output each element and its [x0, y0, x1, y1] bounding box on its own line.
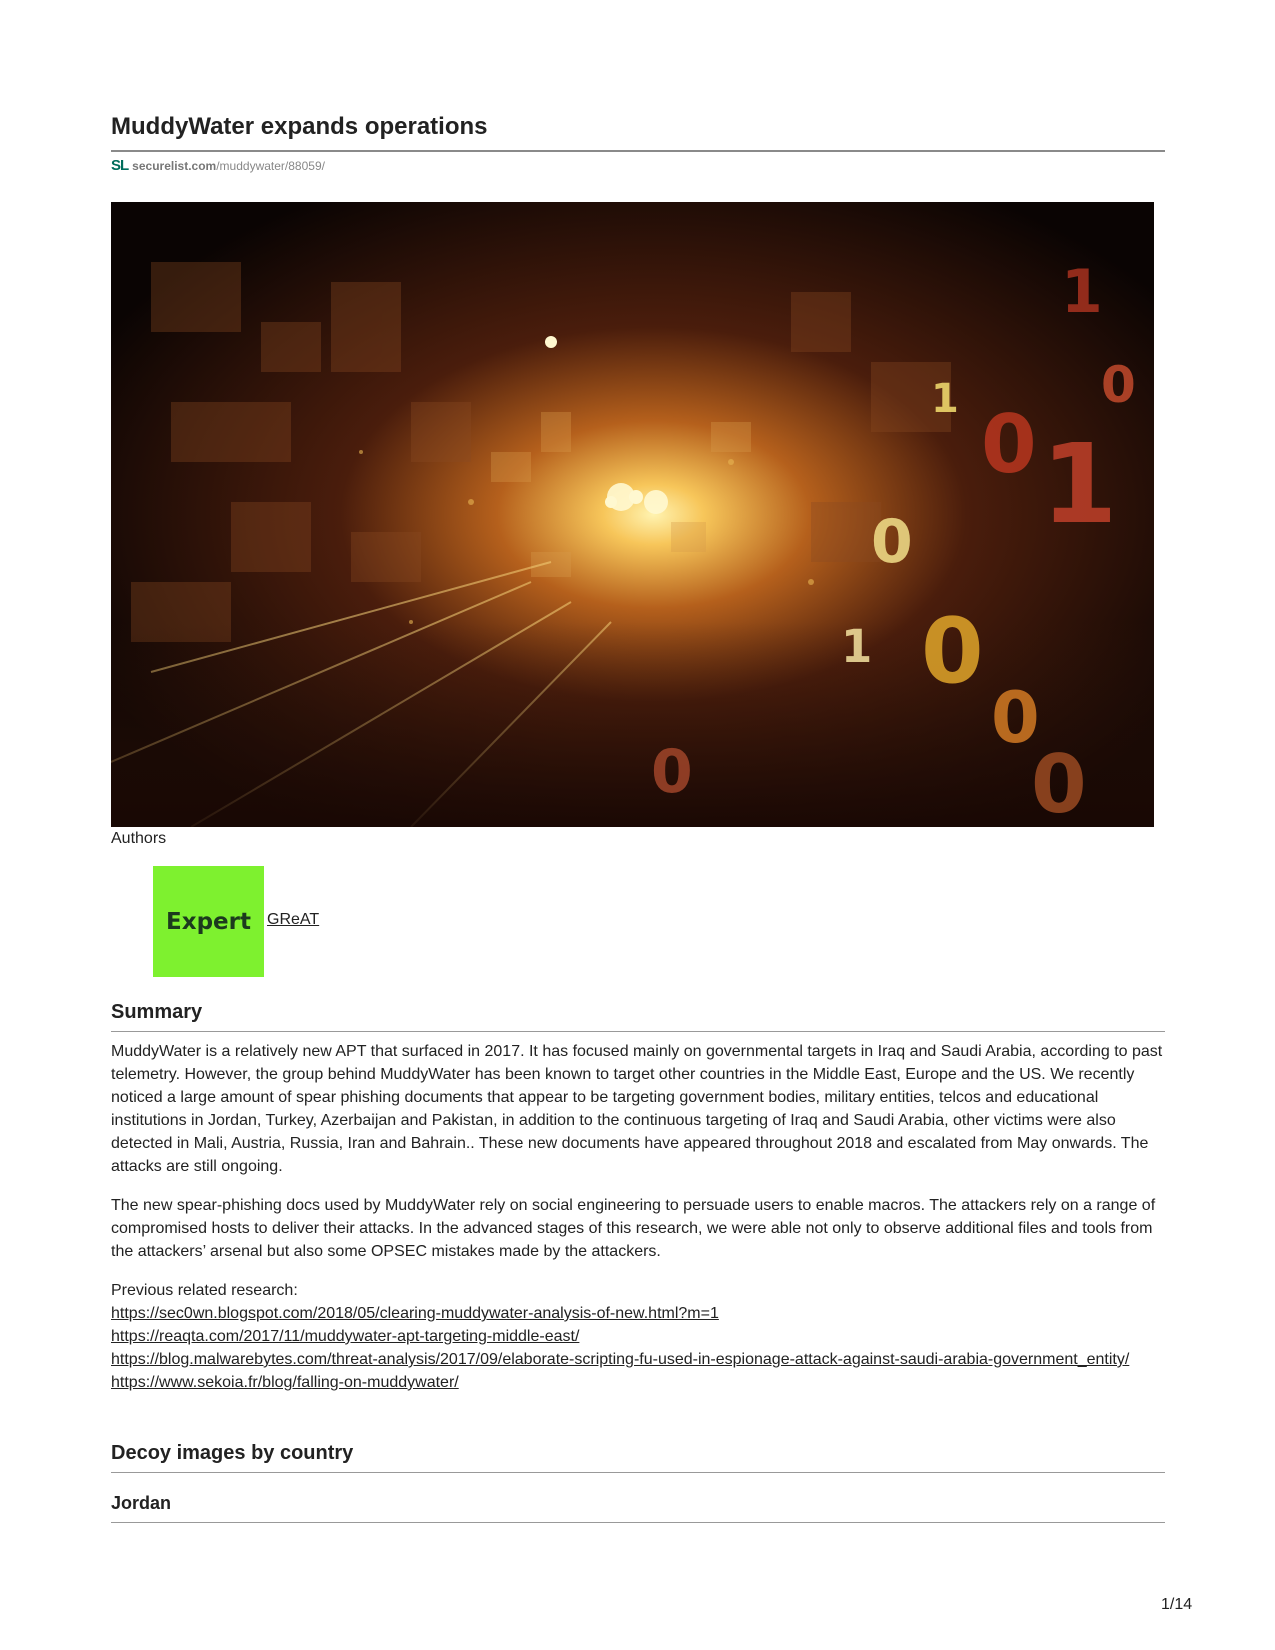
- source-line[interactable]: [111, 158, 325, 174]
- summary-divider: [111, 1031, 1165, 1032]
- svg-text:0: 0: [991, 677, 1040, 759]
- svg-text:0: 0: [981, 398, 1037, 491]
- svg-text:0: 0: [871, 507, 913, 577]
- summary-paragraph: The new spear-phishing docs used by MuddyWater rely on social engineering to persuade users to enable macros. The attackers rely on a range of compromised hosts to deliver their attacks. In the advanced stages of this research, we were able not only to observe additional files and tools from the attackers’ arsenal but also some OPSEC mistakes made by the attackers.: [111, 1197, 1156, 1260]
- svg-text:0: 0: [1101, 356, 1136, 414]
- title-divider: [111, 150, 1165, 152]
- hero-image: [111, 202, 1154, 827]
- svg-text:0: 0: [651, 737, 693, 807]
- cyber-digital-tunnel-image: [111, 202, 1154, 827]
- securelist-logo-icon: SL: [111, 157, 129, 174]
- svg-text:1: 1: [1061, 257, 1103, 327]
- author-link-great[interactable]: GReAT: [267, 911, 320, 928]
- decoy-heading: Decoy images by country: [111, 1442, 354, 1464]
- related-links-list: [111, 1302, 1165, 1394]
- jordan-divider: [111, 1522, 1165, 1523]
- svg-text:0: 0: [1031, 738, 1087, 827]
- source-path: /muddywater/88059/: [216, 159, 325, 173]
- expert-badge-image[interactable]: Expert: [153, 866, 264, 977]
- jordan-heading: Jordan: [111, 1493, 172, 1513]
- svg-text:0: 0: [921, 599, 984, 704]
- related-link[interactable]: https://www.sekoia.fr/blog/falling-on-muddywater/: [111, 1374, 459, 1391]
- page-title: MuddyWater expands operations: [111, 113, 488, 140]
- summary-heading: Summary: [111, 1001, 203, 1023]
- related-link[interactable]: https://sec0wn.blogspot.com/2018/05/clearing-muddywater-analysis-of-new.html?m=1: [111, 1305, 719, 1322]
- related-research-label: Previous related research:: [111, 1282, 298, 1299]
- source-domain: securelist.com: [132, 159, 217, 173]
- authors-label: Authors: [111, 830, 167, 847]
- summary-paragraph: MuddyWater is a relatively new APT that surfaced in 2017. It has focused mainly on governmental targets in Iraq and Saudi Arabia, according to past telemetry. However, the group behind MuddyWater has been known to target other countries in the Middle East, Europe and the US. We recently noticed a large amount of spear phishing documents that appear to be targeting government bodies, military entities, telcos and educational institutions in Jordan, Turkey, Azerbaijan and Pakistan, in addition to the continuous targeting of Iraq and Saudi Arabia, other victims were also detected in Mali, Austria, Russia, Iran and Bahrain.. These new documents have appeared throughout 2018 and escalated from May onwards. The attacks are still ongoing.: [111, 1043, 1163, 1175]
- related-link[interactable]: https://blog.malwarebytes.com/threat-analysis/2017/09/elaborate-scripting-fu-used-in-espionage-attack-against-saudi-arabia-government_entity/: [111, 1351, 1130, 1368]
- svg-text:1: 1: [1041, 420, 1118, 548]
- page-number: 1/14: [1161, 1596, 1193, 1613]
- svg-text:1: 1: [931, 376, 959, 422]
- svg-text:1: 1: [841, 620, 873, 673]
- decoy-divider: [111, 1472, 1165, 1473]
- related-link[interactable]: https://reaqta.com/2017/11/muddywater-apt-targeting-middle-east/: [111, 1328, 580, 1345]
